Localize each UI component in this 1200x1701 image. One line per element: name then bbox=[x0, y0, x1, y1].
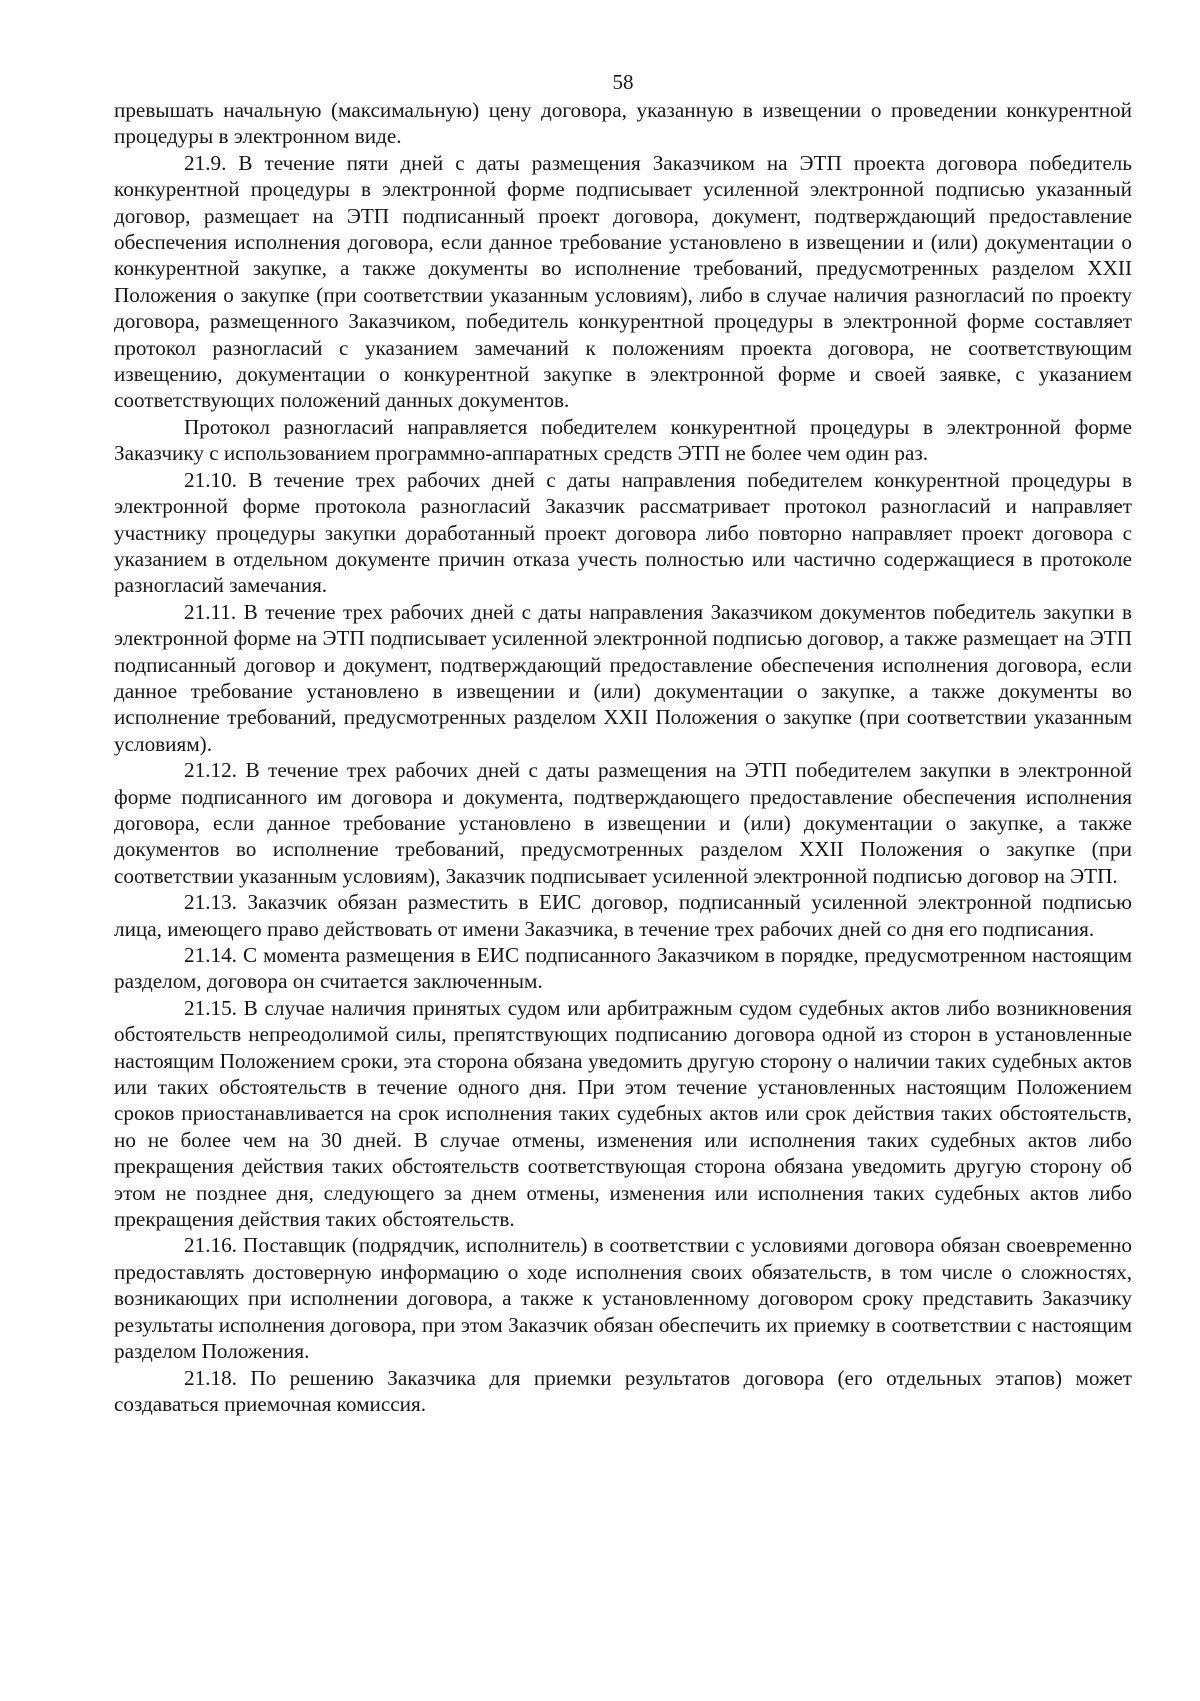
paragraph-21-10: 21.10. В течение трех рабочих дней с даты направления победителем конкурентной процедуры в электронной форме протокола разногласий Заказчик рассматривает протокол разногласий и направляет участнику процедуры закупки доработанный проект договора либо повторно направляет проект договора с указанием в отдельном документе причин отказа учесть полностью или частично содержащиеся в протоколе разногласий замечания. bbox=[114, 467, 1132, 598]
paragraph-21-16: 21.16. Поставщик (подрядчик, исполнитель) в соответствии с условиями договора обязан своевременно предоставлять достоверную информацию о ходе исполнения своих обязательств, в том числе о сложностях, возникающих при исполнении договора, а также к установленному договором сроку представить Заказчику результаты исполнения договора, при этом Заказчик обязан обеспечить их приемку в соответствии с настоящим разделом Положения. bbox=[114, 1233, 1132, 1364]
page-number: 58 bbox=[612, 70, 634, 94]
paragraph-21-13: 21.13. Заказчик обязан разместить в ЕИС договор, подписанный усиленной электронной подписью лица, имеющего право действовать от имени Заказчика, в течение трех рабочих дней со дня его подписания. bbox=[114, 890, 1132, 941]
paragraph-disagreement-protocol: Протокол разногласий направляется победителем конкурентной процедуры в электронной форме Заказчику с использованием программно-аппаратных средств ЭТП не более чем один раз. bbox=[114, 414, 1132, 466]
paragraph-21-15: 21.15. В случае наличия принятых судом или арбитражным судом судебных актов либо возникновения обстоятельств непреодолимой силы, препятствующих подписанию договора одной из сторон в установленные настоящим Положением сроки, эта сторона обязана уведомить другую сторону о наличии таких судебных актов или таких обстоятельств в течение одного дня. При этом течение установленных настоящим Положением сроков приостанавливается на срок исполнения таких судебных актов или срок действия таких обстоятельств, но не более чем на 30 дней. В случае отмены, изменения или исполнения таких судебных актов либо прекращения действия таких обстоятельств соответствующая сторона обязана уведомить другую сторону об этом не позднее дня, следующего за днем отмены, изменения или исполнения таких судебных актов либо прекращения действия таких обстоятельств. bbox=[114, 995, 1132, 1232]
paragraph-continuation: превышать начальную (максимальную) цену договора, указанную в извещении о проведении конкурентной процедуры в электронном виде. bbox=[114, 98, 1132, 149]
paragraph-21-14: 21.14. С момента размещения в ЕИС подписанного Заказчиком в порядке, предусмотренном настоящим разделом, договора он считается заключенным. bbox=[114, 943, 1132, 994]
paragraph-21-12: 21.12. В течение трех рабочих дней с даты размещения на ЭТП победителем закупки в электронной форме подписанного им договора и документа, подтверждающего предоставление обеспечения исполнения договора, если данное требование установлено в извещении и (или) документации о закупке, а также документов во исполнение требований, предусмотренных разделом XXII Положения о закупке (при соответствии указанным условиям), Заказчик подписывает усиленной электронной подписью договор на ЭТП. bbox=[114, 758, 1132, 888]
paragraph-21-9: 21.9. В течение пяти дней с даты размещения Заказчиком на ЭТП проекта договора победитель конкурентной процедуры в электронной форме подписывает усиленной электронной подписью указанный договор, размещает на ЭТП подписанный проект договора, документ, подтверждающий предоставление обеспечения исполнения договора, если данное требование установлено в извещении и (или) документации о конкурентной закупке, а также документы во исполнение требований, предусмотренных разделом XXII Положения о закупке (при соответствии указанным условиям), либо в случае наличия разногласий по проекту договора, размещенного Заказчиком, победитель конкурентной процедуры в электронной форме составляет протокол разногласий с указанием замечаний к положениям проекта договора, не соответствующим извещению, документации о конкурентной закупке в электронной форме и своей заявке, с указанием соответствующих положений данных документов. bbox=[114, 150, 1132, 413]
paragraph-21-11: 21.11. В течение трех рабочих дней с даты направления Заказчиком документов победитель закупки в электронной форме на ЭТП подписывает усиленной электронной подписью договор, а также размещает на ЭТП подписанный договор и документ, подтверждающий предоставление обеспечения исполнения договора, если данное требование установлено в извещении и (или) документации о закупке, а также документы во исполнение требований, предусмотренных разделом XXII Положения о закупке (при соответствии указанным условиям). bbox=[114, 599, 1132, 756]
paragraph-21-18: 21.18. По решению Заказчика для приемки результатов договора (его отдельных этапов) может создаваться приемочная комиссия. bbox=[114, 1365, 1132, 1416]
document-body bbox=[114, 97, 1132, 1417]
